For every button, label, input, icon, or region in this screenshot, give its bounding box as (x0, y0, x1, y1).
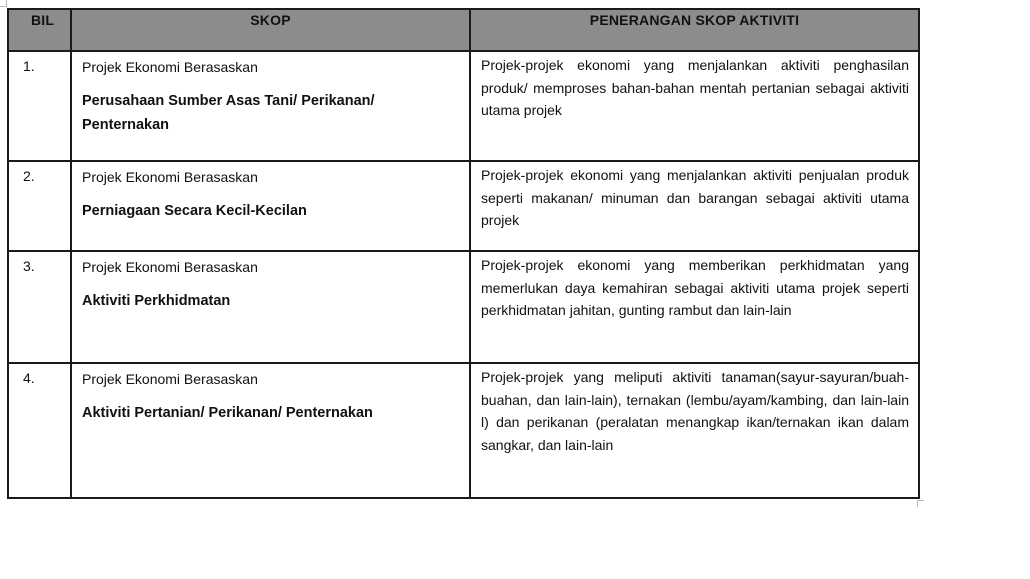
table-body (8, 51, 919, 498)
crop-mark-top-left (0, 0, 7, 7)
table-row (8, 161, 919, 251)
skop-title: Perusahaan Sumber Asas Tani/ Perikanan/ Penternakan (82, 93, 375, 133)
scope-table (7, 8, 920, 499)
crop-mark-bottom-right (917, 500, 924, 507)
table-row (8, 363, 919, 498)
header-bil: BIL (8, 9, 71, 51)
header-row (8, 9, 919, 51)
penerangan-cell: Projek-projek ekonomi yang menjalankan aktiviti penjualan produk seperti makanan/ minuman dan barangan sebagai aktiviti utama projek (470, 161, 919, 251)
table-header (8, 9, 919, 51)
skop-cell (71, 363, 470, 498)
skop-cell (71, 251, 470, 363)
penerangan-cell: Projek-projek yang meliputi aktiviti tanaman(sayur-sayuran/buah-buahan, dan lain-lain), ternakan (lembu/ayam/kambing, dan lain-lain l) dan perikanan (peralatan menangkap ikan/ternakan ikan dalam sangkar, dan lain-lain (470, 363, 919, 498)
table-row (8, 251, 919, 363)
skop-title: Perniagaan Secara Kecil-Kecilan (82, 203, 307, 219)
table-row (8, 51, 919, 161)
skop-prefix: Projek Ekonomi Berasaskan (82, 259, 258, 275)
skop-prefix: Projek Ekonomi Berasaskan (82, 59, 258, 75)
skop-prefix: Projek Ekonomi Berasaskan (82, 371, 258, 387)
skop-title: Aktiviti Perkhidmatan (82, 293, 231, 309)
skop-cell (71, 51, 470, 161)
row-number: 4. (8, 363, 71, 498)
penerangan-cell: Projek-projek ekonomi yang menjalankan aktiviti penghasilan produk/ memproses bahan-bahan mentah pertanian sebagai aktiviti utama projek (470, 51, 919, 161)
penerangan-cell: Projek-projek ekonomi yang memberikan perkhidmatan yang memerlukan daya kemahiran sebagai aktiviti utama projek seperti perkhidmatan jahitan, gunting rambut dan lain-lain (470, 251, 919, 363)
row-number: 3. (8, 251, 71, 363)
skop-cell (71, 161, 470, 251)
skop-prefix: Projek Ekonomi Berasaskan (82, 169, 258, 185)
row-number: 2. (8, 161, 71, 251)
header-penerangan: PENERANGAN SKOP AKTIVITI (470, 9, 919, 51)
skop-title: Aktiviti Pertanian/ Perikanan/ Penternakan (82, 405, 373, 421)
header-skop: SKOP (71, 9, 470, 51)
row-number: 1. (8, 51, 71, 161)
